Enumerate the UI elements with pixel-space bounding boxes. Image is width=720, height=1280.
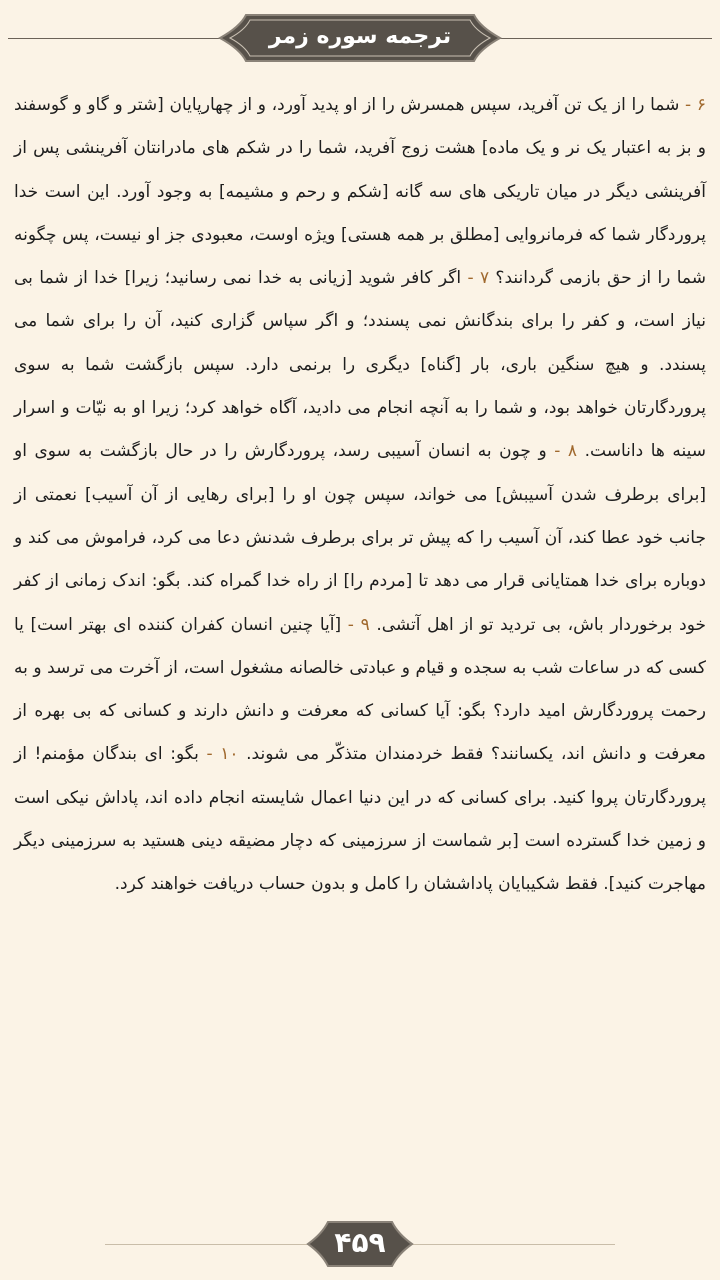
page-number-badge [306, 1220, 414, 1268]
page-number: ۴۵۹ [334, 1226, 386, 1259]
header-rule-left [8, 38, 220, 39]
translation-text [14, 84, 706, 907]
verse-number: ۷ - [467, 268, 490, 289]
verse-text: بگو: ای بندگان مؤمنم! از پروردگارتان پروا کنید. برای کسانی که در این دنیا اعمال شایسته انجام داده اند، پاداش نیکی است و زمین خدا گسترده است [بر شماست از سرزمینی که دچار مضیقه دینی هستید به سرزمینی دیگر مهاجرت کنید]. فقط شکیبایان پاداششان را کامل و بدون حساب دریافت خواهند کرد. [14, 744, 706, 895]
page-header [0, 10, 720, 68]
page-title: ترجمه سوره زمر [268, 24, 452, 49]
verse-number: ۸ - [554, 441, 578, 462]
verse-number: ۹ - [347, 614, 370, 635]
verse-number: ۱۰ - [206, 744, 239, 765]
verse-text: شما را از یک تن آفرید، سپس همسرش را از او پدید آورد، و از چهارپایان [شتر و گاو و گوسفند و بز به اعتبار یک نر و یک ماده] هشت زوج آفرید، شما را در شکم های مادرانتان آفرینشی پس از آفرینشی دیگر در میان تاریکی های سه گانه [شکم و رحم و مشیمه] به وجود آورد. این است خدا پروردگار شما که فرمانروایی [مطلق بر همه هستی] ویژه اوست، معبودی جز او نیست، پس چگونه شما را از حق بازمی گردانند؟ [14, 95, 706, 289]
verse-text: اگر کافر شوید [زیانی به خدا نمی رسانید؛ زیرا] خدا از شما بی نیاز است، و کفر را برای بندگانش نمی پسندد؛ و اگر سپاس گزاری کنید، آن را برای شما می پسندد. و هیچ سنگین باری، بار [گناه] دیگری را برنمی دارد. سپس بازگشت شما به سوی پروردگارتان خواهد بود، و شما را به آنچه انجام می دادید، آگاه خواهد کرد؛ زیرا او به نیّات و اسرار سینه ها داناست. [14, 268, 706, 462]
page-footer [0, 1220, 720, 1268]
verse-text: [آیا چنین انسان کفران کننده ای بهتر است] یا کسی که در ساعات شب به سجده و قیام و عبادتی خالصانه مشغول است، از آخرت می ترسد و به رحمت پروردگارش امید دارد؟ بگو: آیا کسانی که معرفت و دانش دارند و کسانی که بی بهره از معرفت و دانش اند، یکسانند؟ فقط خردمندان متذکّر می شوند. [14, 614, 706, 765]
footer-rule-left [105, 1244, 310, 1245]
verse-text: و چون به انسان آسیبی رسد، پروردگارش را در حال بازگشت به سوی او [برای برطرف شدن آسیبش] می خواند، سپس چون او را [برای رهایی از آن آسیب] نعمتی از جانب خود عطا کند، آن آسیب را که پیش تر برای برطرف شدنش دعا می کرد، فراموش می کند و دوباره برای خدا همتایانی قرار می دهد تا [مردم را] از راه خدا گمراه کند. بگو: اندک زمانی از کفر خود برخوردار باش، بی تردید تو از اهل آتشی. [14, 441, 707, 635]
header-rule-right [500, 38, 712, 39]
footer-rule-right [410, 1244, 615, 1245]
title-badge [218, 13, 502, 63]
verse-number: ۶ - [685, 95, 706, 115]
